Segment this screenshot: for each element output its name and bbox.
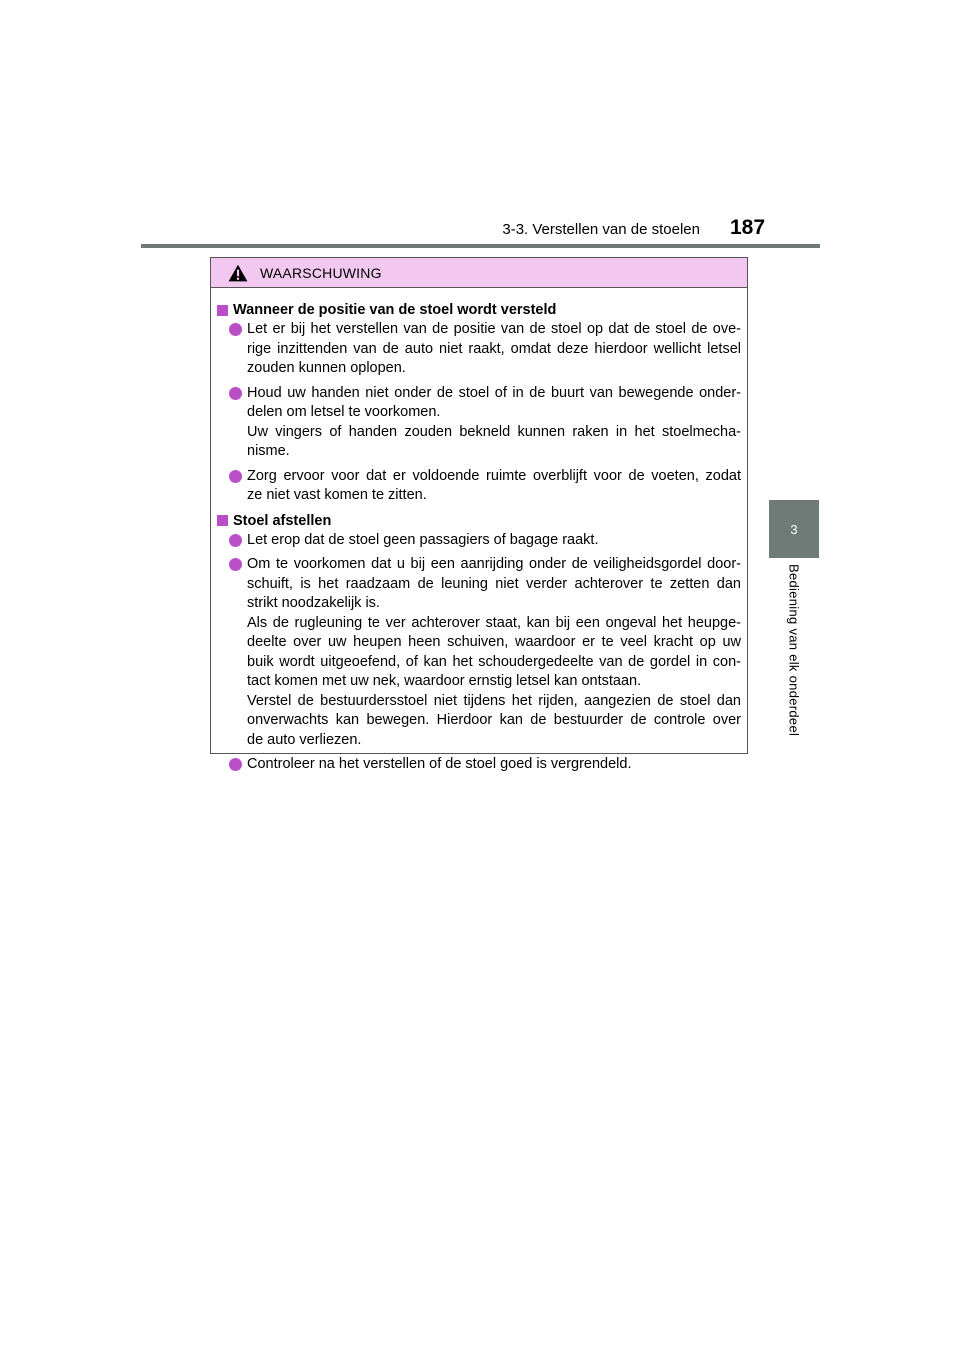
list-item xyxy=(229,467,741,506)
chapter-number: 3 xyxy=(790,521,798,537)
text-line: Zorg ervoor voor dat er voldoende ruimte overblijft voor de voeten, zodat xyxy=(247,467,741,484)
section-heading-text: Stoel afstellen xyxy=(233,512,332,529)
header-rule xyxy=(141,244,820,248)
text-line: rige inzittenden van de auto niet raakt, omdat deze hierdoor wellicht letsel xyxy=(247,340,741,357)
list-item xyxy=(229,555,741,750)
list-item xyxy=(229,755,741,775)
text-line: ze niet vast komen te zitten. xyxy=(247,487,427,503)
text-line: tact komen met uw nek, waardoor ernstig letsel kan ontstaan. xyxy=(247,673,642,689)
text-line: Uw vingers of handen zouden bekneld kunnen raken in het stoelmecha- xyxy=(247,423,741,440)
text-line: Let er bij het verstellen van de positie van de stoel op dat de stoel de ove- xyxy=(247,321,741,337)
text-line: deelte over uw heupen heen schuiven, waardoor er te veel kracht op uw xyxy=(247,634,741,650)
circle-bullet-icon xyxy=(229,534,242,547)
text-line: schuift, is het raadzaam de leuning niet verder achterover te zetten dan xyxy=(247,575,741,592)
list-item-text xyxy=(247,555,741,750)
page-number: 187 xyxy=(730,216,766,239)
chapter-label: Bediening van elk onderdeel xyxy=(786,564,802,737)
square-bullet-icon xyxy=(217,515,228,526)
list-item-text xyxy=(247,531,741,551)
square-bullet-icon xyxy=(217,305,228,316)
text-line: nisme. xyxy=(247,443,290,459)
text-line: Let erop dat de stoel geen passagiers of bagage raakt. xyxy=(247,531,599,548)
text-line: Verstel de bestuurdersstoel niet tijdens het rijden, aangezien de stoel dan xyxy=(247,692,741,709)
circle-bullet-icon xyxy=(229,758,242,771)
section-heading-text: Wanneer de positie van de stoel wordt versteld xyxy=(233,302,557,318)
list-item-text xyxy=(247,467,741,506)
section-heading xyxy=(217,300,741,320)
warning-triangle-icon xyxy=(228,264,248,282)
text-line: delen om letsel te voorkomen. xyxy=(247,404,441,420)
chapter-label-tab xyxy=(769,564,819,764)
circle-bullet-icon xyxy=(229,387,242,400)
chapter-tab[interactable] xyxy=(769,500,819,558)
text-line: Als de rugleuning te ver achterover staat, kan bij een ongeval het heupge- xyxy=(247,614,741,631)
text-line: buik wordt uitgeoefend, of kan het schoudergedeelte van de gordel in con- xyxy=(247,653,741,670)
list-item-text xyxy=(247,755,741,775)
text-line: Houd uw handen niet onder de stoel of in de buurt van bewegende onder- xyxy=(247,384,741,401)
list-item-text xyxy=(247,384,741,462)
list-item xyxy=(229,384,741,462)
list-item xyxy=(229,320,741,379)
warning-title: WAARSCHUWING xyxy=(260,264,382,281)
text-line: onverwachts kan bewegen. Hierdoor kan de bestuurder de controle over xyxy=(247,712,741,728)
warning-body xyxy=(211,288,747,775)
circle-bullet-icon xyxy=(229,558,242,571)
circle-bullet-icon xyxy=(229,470,242,483)
warning-box xyxy=(210,257,748,772)
text-line: de auto verliezen. xyxy=(247,731,362,748)
warning-header xyxy=(211,258,747,288)
section-heading xyxy=(217,511,741,531)
section-title: 3-3. Verstellen van de stoelen xyxy=(502,221,700,238)
list-item-text xyxy=(247,320,741,379)
list-item xyxy=(229,531,741,551)
circle-bullet-icon xyxy=(229,323,242,336)
text-line: strikt noodzakelijk is. xyxy=(247,595,380,611)
text-line: Om te voorkomen dat u bij een aanrijding onder de veiligheidsgordel door- xyxy=(247,556,741,572)
text-line: zouden kunnen oplopen. xyxy=(247,360,406,376)
text-line: Controleer na het verstellen of de stoel goed is vergrendeld. xyxy=(247,756,632,772)
